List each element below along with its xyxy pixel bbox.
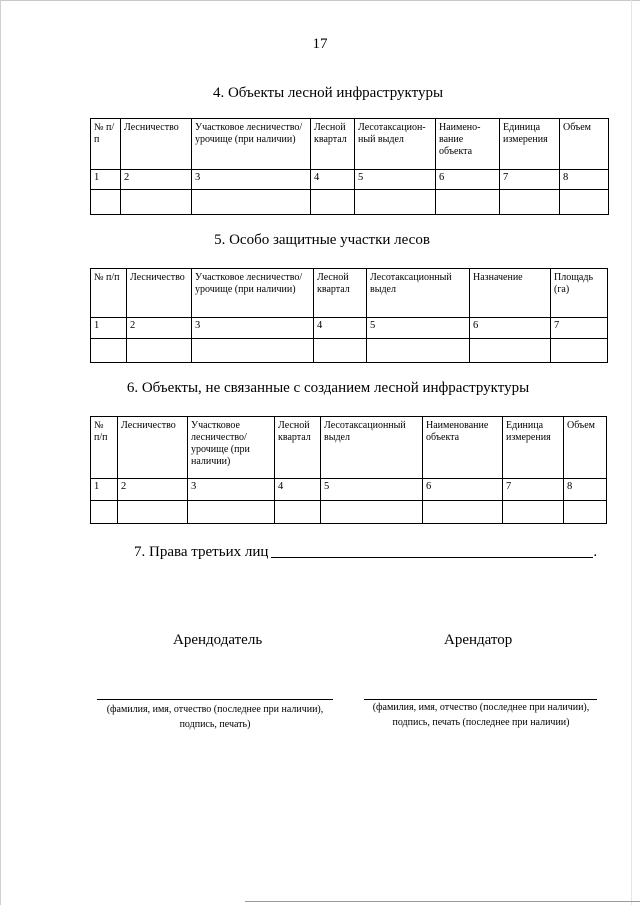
number-cell: 8 — [560, 170, 609, 190]
lessee-signature-caption — [360, 700, 602, 730]
number-cell: 1 — [91, 318, 127, 339]
protected-areas-table — [90, 268, 608, 363]
header-cell: Лесотаксационный выдел — [367, 269, 470, 318]
lessor-signature-caption — [93, 702, 337, 732]
section-6-title: 6. Объекты, не связанные с созданием лесной инфраструктуры — [126, 380, 530, 396]
header-cell: Объем — [564, 417, 607, 479]
lessee-label: Арендатор — [444, 632, 513, 648]
empty-cell[interactable] — [470, 339, 551, 363]
table-empty-row — [91, 190, 609, 215]
empty-cell[interactable] — [551, 339, 608, 363]
header-cell: Наименование объекта — [423, 417, 503, 479]
lessor-signature-line[interactable] — [97, 699, 333, 700]
empty-cell[interactable] — [91, 501, 118, 524]
number-cell: 5 — [355, 170, 436, 190]
third-party-rights-end: . — [593, 544, 598, 560]
caption-line: подпись, печать (последнее при наличии) — [392, 717, 570, 728]
third-party-rights — [134, 543, 597, 561]
header-cell: Лесной квартал — [314, 269, 367, 318]
header-cell: Наимено-вание объекта — [436, 119, 500, 170]
header-cell: Объем — [560, 119, 609, 170]
third-party-rights-blank[interactable] — [271, 543, 593, 558]
table-header-row — [91, 269, 608, 318]
empty-cell[interactable] — [118, 501, 188, 524]
header-cell: Лесотаксационный выдел — [321, 417, 423, 479]
number-cell: 5 — [367, 318, 470, 339]
number-cell: 4 — [311, 170, 355, 190]
header-cell: Лесной квартал — [311, 119, 355, 170]
number-cell: 6 — [470, 318, 551, 339]
number-cell: 3 — [188, 479, 275, 501]
header-cell: Участковое лесничество/ урочище (при наличии) — [188, 417, 275, 479]
header-cell: № п/п — [91, 119, 121, 170]
empty-cell[interactable] — [192, 190, 311, 215]
number-cell: 7 — [551, 318, 608, 339]
header-cell: Единица измерения — [503, 417, 564, 479]
lessor-label: Арендодатель — [173, 632, 263, 648]
number-cell: 6 — [436, 170, 500, 190]
caption-line: (фамилия, имя, отчество (последнее при наличии), — [106, 704, 324, 715]
empty-cell[interactable] — [355, 190, 436, 215]
empty-cell[interactable] — [192, 339, 314, 363]
number-cell: 2 — [121, 170, 192, 190]
number-cell: 2 — [127, 318, 192, 339]
header-cell: № п/п — [91, 417, 118, 479]
empty-cell[interactable] — [560, 190, 609, 215]
number-cell: 2 — [118, 479, 188, 501]
caption-line: (фамилия, имя, отчество (последнее при наличии), — [372, 702, 590, 713]
scan-edge-right — [631, 0, 632, 905]
empty-cell[interactable] — [321, 501, 423, 524]
number-cell: 7 — [503, 479, 564, 501]
empty-cell[interactable] — [503, 501, 564, 524]
empty-cell[interactable] — [91, 339, 127, 363]
number-cell: 1 — [91, 170, 121, 190]
header-cell: Лесотаксацион-ный выдел — [355, 119, 436, 170]
empty-cell[interactable] — [436, 190, 500, 215]
table-number-row — [91, 479, 607, 501]
empty-cell[interactable] — [188, 501, 275, 524]
section-5-title: 5. Особо защитные участки лесов — [214, 232, 430, 248]
number-cell: 4 — [314, 318, 367, 339]
number-cell: 7 — [500, 170, 560, 190]
header-cell: Участковое лесничество/урочище (при наличии) — [192, 269, 314, 318]
empty-cell[interactable] — [127, 339, 192, 363]
empty-cell[interactable] — [423, 501, 503, 524]
other-objects-table — [90, 416, 607, 524]
header-cell: Участковое лесничество/урочище (при наличии) — [192, 119, 311, 170]
empty-cell[interactable] — [500, 190, 560, 215]
number-cell: 3 — [192, 170, 311, 190]
header-cell: Лесничество — [127, 269, 192, 318]
number-cell: 8 — [564, 479, 607, 501]
empty-cell[interactable] — [91, 190, 121, 215]
header-cell: Лесной квартал — [275, 417, 321, 479]
header-cell: Единица измерения — [500, 119, 560, 170]
number-cell: 6 — [423, 479, 503, 501]
empty-cell[interactable] — [367, 339, 470, 363]
header-cell: Лесничество — [121, 119, 192, 170]
section-4-title: 4. Объекты лесной инфраструктуры — [212, 85, 444, 101]
scan-edge-top — [0, 0, 640, 1]
header-cell: Площадь (га) — [551, 269, 608, 318]
header-cell: Лесничество — [118, 417, 188, 479]
table-header-row — [91, 119, 609, 170]
table-number-row — [91, 170, 609, 190]
table-header-row — [91, 417, 607, 479]
empty-cell[interactable] — [311, 190, 355, 215]
third-party-rights-label: 7. Права третьих лиц — [134, 544, 269, 560]
page-number: 17 — [312, 36, 328, 52]
scan-edge-left — [0, 0, 1, 905]
empty-cell[interactable] — [564, 501, 607, 524]
number-cell: 3 — [192, 318, 314, 339]
empty-cell[interactable] — [121, 190, 192, 215]
number-cell: 1 — [91, 479, 118, 501]
table-empty-row — [91, 339, 608, 363]
number-cell: 5 — [321, 479, 423, 501]
header-cell: № п/п — [91, 269, 127, 318]
table-number-row — [91, 318, 608, 339]
empty-cell[interactable] — [314, 339, 367, 363]
forest-infrastructure-table — [90, 118, 609, 215]
empty-cell[interactable] — [275, 501, 321, 524]
table-empty-row — [91, 501, 607, 524]
number-cell: 4 — [275, 479, 321, 501]
caption-line: подпись, печать) — [179, 719, 251, 730]
scan-edge-bottom — [245, 901, 640, 902]
header-cell: Назначение — [470, 269, 551, 318]
